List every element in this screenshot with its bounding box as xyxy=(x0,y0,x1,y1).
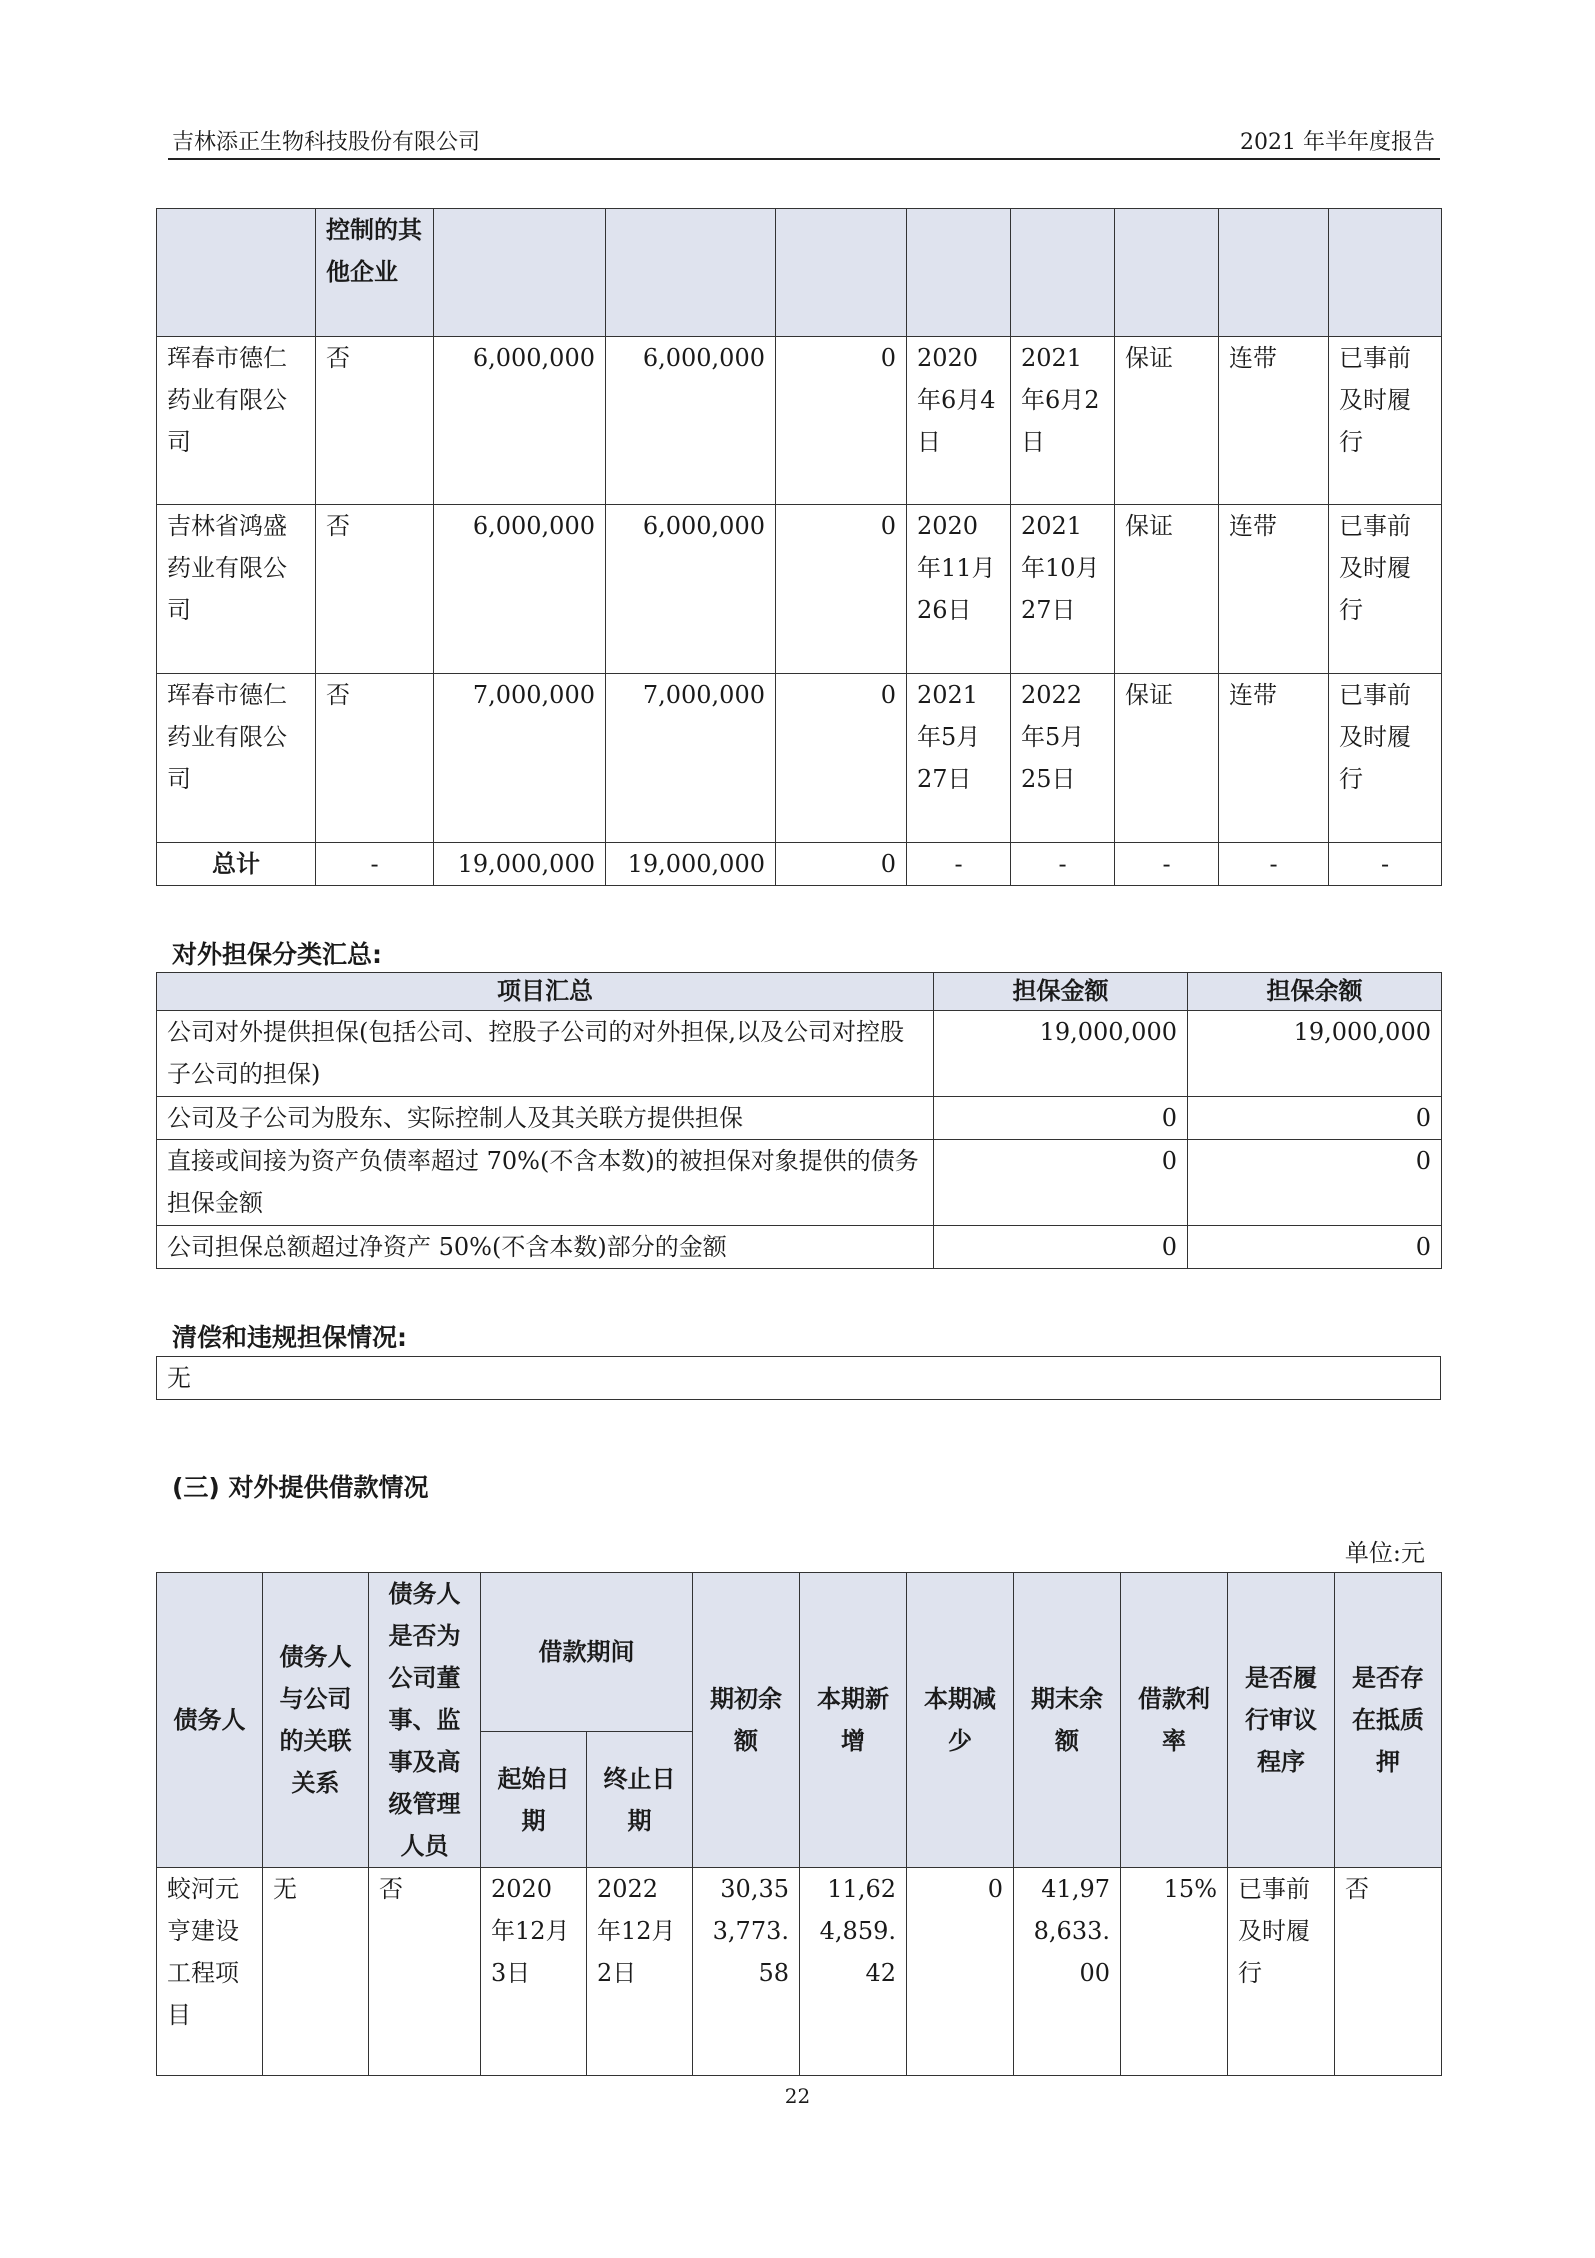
guarantee-overdue: 0 xyxy=(776,674,907,843)
table-row xyxy=(157,1011,1442,1097)
header-divider xyxy=(168,158,1440,160)
loans-section-title: (三) 对外提供借款情况 xyxy=(172,1473,429,1502)
guarantee-end: 2022年5月25日 xyxy=(1011,674,1115,843)
loan-closing: 41,978,633.00 xyxy=(1014,1868,1121,2076)
guarantee-start: 2020年11月26日 xyxy=(907,505,1011,674)
summary-amount: 0 xyxy=(934,1140,1188,1226)
table-row xyxy=(157,337,1442,505)
summary-item: 直接或间接为资产负债率超过 70%(不含本数)的被担保对象提供的债务担保金额 xyxy=(157,1140,934,1226)
total-type: - xyxy=(1115,843,1219,886)
summary-header-row xyxy=(157,973,1442,1011)
loans-header-added: 本期新增 xyxy=(800,1573,907,1868)
total-related: - xyxy=(316,843,434,886)
guarantee-continued-header-row xyxy=(157,209,1442,337)
guarantee-procedure: 已事前及时履行 xyxy=(1329,505,1442,674)
summary-balance: 0 xyxy=(1188,1140,1442,1226)
guarantee-amount: 6,000,000 xyxy=(434,505,606,674)
summary-table xyxy=(156,972,1442,1269)
table-row xyxy=(157,1097,1442,1140)
guarantee-procedure: 已事前及时履行 xyxy=(1329,674,1442,843)
guarantee-liability: 连带 xyxy=(1219,674,1329,843)
loan-relation: 无 xyxy=(263,1868,369,2076)
loans-header-is-director: 债务人是否为公司董事、监事及高级管理人员 xyxy=(369,1573,481,1868)
summary-header-amount: 担保金额 xyxy=(934,973,1188,1011)
total-overdue: 0 xyxy=(776,843,907,886)
loans-header-closing: 期末余额 xyxy=(1014,1573,1121,1868)
guarantee-related: 否 xyxy=(316,505,434,674)
loans-header-debtor: 债务人 xyxy=(157,1573,263,1868)
total-label: 总计 xyxy=(157,843,316,886)
loans-header-start: 起始日期 xyxy=(481,1732,587,1868)
guarantee-type: 保证 xyxy=(1115,674,1219,843)
loans-header-opening: 期初余额 xyxy=(693,1573,800,1868)
loan-opening: 30,353,773.58 xyxy=(693,1868,800,2076)
guarantee-overdue: 0 xyxy=(776,337,907,505)
summary-amount: 0 xyxy=(934,1226,1188,1269)
loan-reduced: 0 xyxy=(907,1868,1014,2076)
loan-pledge: 否 xyxy=(1335,1868,1442,2076)
summary-balance: 0 xyxy=(1188,1226,1442,1269)
total-start: - xyxy=(907,843,1011,886)
table-row xyxy=(157,1868,1442,2076)
page-number: 22 xyxy=(784,2084,811,2108)
table-row xyxy=(157,1140,1442,1226)
table-row xyxy=(157,674,1442,843)
loan-start: 2020年12月3日 xyxy=(481,1868,587,2076)
violation-table xyxy=(156,1356,1441,1400)
loans-header-procedure: 是否履行审议程序 xyxy=(1228,1573,1335,1868)
summary-header-balance: 担保余额 xyxy=(1188,973,1442,1011)
summary-item: 公司及子公司为股东、实际控制人及其关联方提供担保 xyxy=(157,1097,934,1140)
guarantee-end: 2021年6月2日 xyxy=(1011,337,1115,505)
guarantee-balance: 7,000,000 xyxy=(606,674,776,843)
total-procedure: - xyxy=(1329,843,1442,886)
table-row xyxy=(157,1226,1442,1269)
summary-header-item: 项目汇总 xyxy=(157,973,934,1011)
guarantee-name: 珲春市德仁药业有限公司 xyxy=(157,674,316,843)
guarantee-related: 否 xyxy=(316,337,434,505)
loan-end: 2022年12月2日 xyxy=(587,1868,693,2076)
loan-procedure: 已事前及时履行 xyxy=(1228,1868,1335,2076)
guarantee-related: 否 xyxy=(316,674,434,843)
guarantee-start: 2020年6月4日 xyxy=(907,337,1011,505)
header-related-cont: 控制的其他企业 xyxy=(316,209,434,337)
guarantee-name: 吉林省鸿盛药业有限公司 xyxy=(157,505,316,674)
summary-amount: 19,000,000 xyxy=(934,1011,1188,1097)
guarantee-overdue: 0 xyxy=(776,505,907,674)
loans-header-rate: 借款利率 xyxy=(1121,1573,1228,1868)
guarantee-amount: 6,000,000 xyxy=(434,337,606,505)
loans-header-end: 终止日期 xyxy=(587,1732,693,1868)
total-amount: 19,000,000 xyxy=(434,843,606,886)
guarantee-type: 保证 xyxy=(1115,505,1219,674)
loans-header-relation: 债务人与公司的关联关系 xyxy=(263,1573,369,1868)
summary-balance: 0 xyxy=(1188,1097,1442,1140)
total-end: - xyxy=(1011,843,1115,886)
loans-table xyxy=(156,1572,1442,2076)
total-liability: - xyxy=(1219,843,1329,886)
total-row xyxy=(157,843,1442,886)
violation-title: 清偿和违规担保情况: xyxy=(172,1323,407,1352)
guarantee-procedure: 已事前及时履行 xyxy=(1329,337,1442,505)
summary-item: 公司担保总额超过净资产 50%(不含本数)部分的金额 xyxy=(157,1226,934,1269)
guarantee-liability: 连带 xyxy=(1219,505,1329,674)
guarantee-amount: 7,000,000 xyxy=(434,674,606,843)
loan-rate: 15% xyxy=(1121,1868,1228,2076)
loan-debtor: 蛟河元亨建设工程项目 xyxy=(157,1868,263,2076)
total-balance: 19,000,000 xyxy=(606,843,776,886)
summary-title: 对外担保分类汇总: xyxy=(172,940,382,969)
guarantee-balance: 6,000,000 xyxy=(606,505,776,674)
loans-header-reduced: 本期减少 xyxy=(907,1573,1014,1868)
violation-value: 无 xyxy=(157,1357,1441,1400)
header-report: 2021 年半年度报告 xyxy=(1240,130,1435,155)
guarantee-liability: 连带 xyxy=(1219,337,1329,505)
table-row xyxy=(157,505,1442,674)
loan-added: 11,624,859.42 xyxy=(800,1868,907,2076)
guarantee-end: 2021年10月27日 xyxy=(1011,505,1115,674)
summary-item: 公司对外提供担保(包括公司、控股子公司的对外担保,以及公司对控股子公司的担保) xyxy=(157,1011,934,1097)
guarantee-balance: 6,000,000 xyxy=(606,337,776,505)
guarantee-start: 2021年5月27日 xyxy=(907,674,1011,843)
guarantee-name: 珲春市德仁药业有限公司 xyxy=(157,337,316,505)
loan-is-director: 否 xyxy=(369,1868,481,2076)
loans-unit: 单位:元 xyxy=(1344,1539,1425,1567)
loans-header-period: 借款期间 xyxy=(481,1573,693,1732)
guarantee-type: 保证 xyxy=(1115,337,1219,505)
loans-header-pledge: 是否存在抵质押 xyxy=(1335,1573,1442,1868)
header-company: 吉林添正生物科技股份有限公司 xyxy=(172,130,481,155)
guarantee-table xyxy=(156,208,1442,886)
summary-balance: 19,000,000 xyxy=(1188,1011,1442,1097)
summary-amount: 0 xyxy=(934,1097,1188,1140)
